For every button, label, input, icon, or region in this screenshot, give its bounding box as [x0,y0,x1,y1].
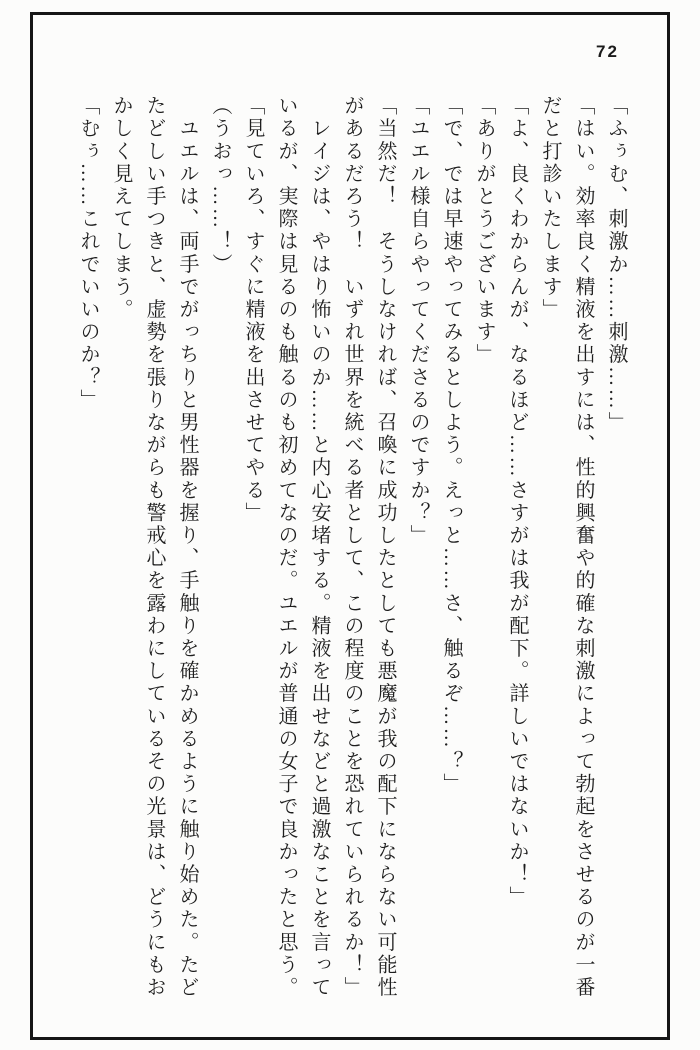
text-line: かしく見えてしまう。 [110,95,132,321]
text-line: 「見ていろ、すぐに精液を出させてやる」 [242,95,264,525]
text-line: 「ユエル様自らやってくださるのですか？」 [407,95,429,547]
text-line: ユエルは、両手でがっちりと男性器を握り、手触りを確かめるように触り始めた。たど [176,95,198,999]
text-line: 「はい。効率良く精液を出すには、性的興奮や的確な刺激によって勃起をさせるのが一番 [572,95,594,999]
text-line: 「よ、良くわからんが、なるほど……さすがは我が配下。詳しいではないか！」 [506,95,528,909]
text-line: 「で、では早速やってみるとしよう。えっと……さ、触るぞ……？」 [440,95,462,796]
text-line: 「ふぅむ、刺激か……刺激……」 [605,95,627,434]
page-number: 72 [596,42,619,61]
text-line: たどしい手つきと、虚勢を張りながらも警戒心を露わにしているその光景は、どうにもお [143,95,165,999]
text-block [71,95,632,1007]
text-line: があるだろう！ いずれ世界を統べる者として、この程度のことを恐れていられるか！」 [341,95,363,999]
text-line: 「ありがとうございます」 [473,95,495,367]
text-line: 「当然だ！ そうしなければ、召喚に成功したとしても悪魔が我の配下にならない可能性 [374,95,396,999]
text-line: だと打診いたします」 [539,95,561,321]
text-line: （うおっ……！） [209,95,231,276]
text-line: レイジは、やはり怖いのか……と内心安堵する。精液を出せなどと過激なことを言って [308,95,330,999]
text-line: 「むぅ……これでいいのか？」 [77,95,99,412]
text-line: いるが、実際は見るのも触るのも初めてなのだ。ユエルが普通の女子で良かったと思う。 [275,95,297,999]
